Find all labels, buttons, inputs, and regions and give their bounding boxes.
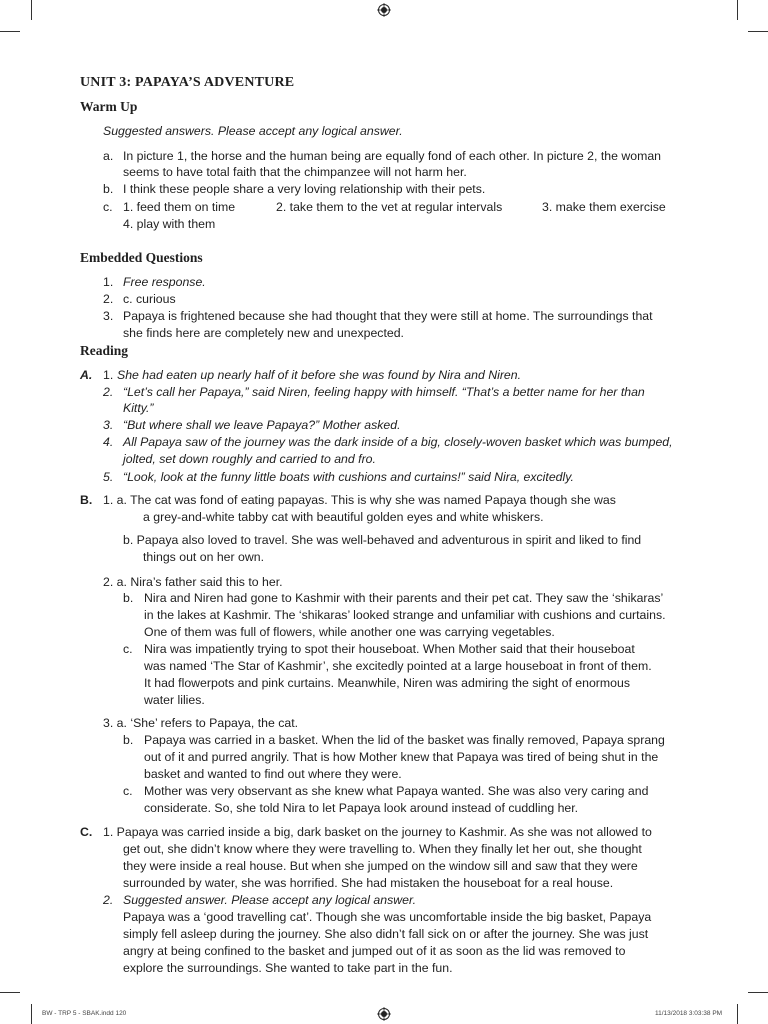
item-number: 3. [103, 418, 114, 432]
crop-mark [748, 31, 768, 32]
item-label: c. [123, 784, 133, 798]
item-number: 1. [103, 275, 114, 289]
footer-file-slug: BW - TRP 5 - SBAK.indd 120 [42, 1010, 127, 1017]
registration-mark-icon [377, 3, 391, 17]
item-label: c. [103, 200, 113, 214]
warmup-c-item: 4. play with them [123, 217, 216, 231]
section-label: A. [80, 368, 93, 382]
item-label: b. [123, 591, 134, 605]
crop-mark [31, 1004, 32, 1024]
reading-b-answer: considerate. So, she told Nira to let Papaya look around instead of cuddling her. [144, 801, 579, 815]
reading-c-answer: 1. Papaya was carried inside a big, dark basket on the journey to Kashmir. As she was not allowed to [103, 825, 652, 839]
item-label: b. [103, 182, 114, 196]
reading-b-answer: a grey-and-white tabby cat with beautiful golden eyes and white whiskers. [143, 510, 544, 524]
reading-a-answer: “Let’s call her Papaya,” said Niren, feeling happy with himself. “That’s a better name for her than [123, 385, 645, 399]
reading-a-answer: All Papaya saw of the journey was the dark inside of a big, closely-woven basket which was bumped, [123, 435, 673, 449]
reading-c-answer: Papaya was a ‘good travelling cat’. Though she was uncomfortable inside the big basket, Papaya [123, 910, 652, 924]
crop-mark [0, 31, 20, 32]
embedded-answer: c. curious [123, 292, 176, 306]
item-label: c. [123, 642, 133, 656]
page-title: UNIT 3: PAPAYA’S ADVENTURE [80, 75, 295, 90]
item-number: 5. [103, 470, 114, 484]
reading-c-answer: get out, she didn’t know where they were travelling to. When they finally let her out, she thought [123, 842, 642, 856]
reading-b-answer: Mother was very observant as she knew what Papaya wanted. She was also very caring and [144, 784, 649, 798]
reading-b-answer: Papaya was carried in a basket. When the lid of the basket was finally removed, Papaya sprang [144, 733, 665, 747]
reading-c-answer: explore the surroundings. She wanted to take part in the fun. [123, 961, 453, 975]
item-number: 4. [103, 435, 114, 449]
reading-c-intro: Suggested answer. Please accept any logical answer. [123, 893, 417, 907]
embedded-heading: Embedded Questions [80, 250, 203, 265]
warmup-intro: Suggested answers. Please accept any logical answer. [103, 124, 403, 138]
footer-timestamp: 11/13/2018 3:03:38 PM [655, 1010, 723, 1017]
registration-mark-icon [377, 1007, 391, 1021]
reading-b-answer: out of it and purred angrily. That is how Mother knew that Papaya was tired of being shut in the [144, 750, 659, 764]
reading-a-answer: She had eaten up nearly half of it before she was found by Nira and Niren. [117, 368, 522, 382]
warmup-c-item: 3. make them exercise [542, 200, 666, 214]
crop-mark [737, 1004, 738, 1024]
reading-b-answer: 3. a. ‘She’ refers to Papaya, the cat. [103, 716, 299, 730]
reading-b-answer: in the lakes at Kashmir. The ‘shikaras’ looked strange and unfamiliar with cushions and curtains. [144, 608, 666, 622]
embedded-answer: Papaya is frightened because she had thought that they were still at home. The surroundings that [123, 309, 653, 323]
warmup-heading: Warm Up [80, 99, 138, 114]
crop-mark [748, 992, 768, 993]
embedded-answer: she finds here are completely new and unexpected. [123, 326, 404, 340]
item-number: 3. [103, 309, 114, 323]
reading-b-answer: things out on her own. [143, 550, 264, 564]
reading-b-answer: Nira and Niren had gone to Kashmir with their parents and their pet cat. They saw the ‘shikaras’ [144, 591, 664, 605]
item-label: b. [123, 733, 134, 747]
crop-mark [737, 0, 738, 20]
reading-a-answer: Kitty.” [123, 401, 154, 415]
reading-c-answer: surrounded by water, she was horrified. She had mistaken the houseboat for a real house. [123, 876, 614, 890]
section-label: C. [80, 825, 93, 839]
reading-a-answer: “But where shall we leave Papaya?” Mother asked. [123, 418, 401, 432]
warmup-c-item: 1. feed them on time [123, 200, 236, 214]
warmup-a-line: In picture 1, the horse and the human being are equally fond of each other. In picture 2, the woman [123, 149, 662, 163]
item-number: 2. [103, 292, 114, 306]
section-label: B. [80, 493, 93, 507]
reading-b-answer: 1. a. The cat was fond of eating papayas. This is why she was named Papaya though she was [103, 493, 616, 507]
reading-a-answer: jolted, set down roughly and carried to and fro. [123, 452, 376, 466]
reading-b-answer: basket and wanted to find out where they were. [144, 767, 402, 781]
reading-c-answer: angry at being confined to the basket and jumped out of it as soon as the lid was removed to [123, 944, 626, 958]
reading-b-answer: water lilies. [144, 693, 205, 707]
reading-a-answer: “Look, look at the funny little boats with cushions and curtains!” said Nira, excitedly. [123, 470, 574, 484]
reading-b-answer: 2. a. Nira’s father said this to her. [103, 575, 283, 589]
item-number: 2. [103, 385, 114, 399]
reading-b-answer: was named ‘The Star of Kashmir’, she excitedly pointed at a large houseboat in front of them. [144, 659, 652, 673]
warmup-c-item: 2. take them to the vet at regular intervals [276, 200, 503, 214]
crop-mark [0, 992, 20, 993]
reading-b-answer: It had flowerpots and pink curtains. Meanwhile, Niren was admiring the sight of enormous [144, 676, 630, 690]
item-number: 1. [103, 368, 114, 382]
reading-b-answer: Nira was impatiently trying to spot their houseboat. When Mother said that their houseboat [144, 642, 635, 656]
reading-b-answer: One of them was full of flowers, while another one was carrying vegetables. [144, 625, 555, 639]
item-label: a. [103, 149, 114, 163]
warmup-b-line: I think these people share a very loving relationship with their pets. [123, 182, 486, 196]
crop-mark [31, 0, 32, 20]
reading-c-answer: simply fell asleep during the journey. She also didn’t fall sick on or after the journey. She was just [123, 927, 649, 941]
reading-c-answer: they were inside a real house. But when she jumped on the window sill and saw that they were [123, 859, 638, 873]
item-number: 2. [103, 893, 114, 907]
warmup-a-line: seems to have total faith that the chimpanzee will not harm her. [123, 165, 467, 179]
reading-heading: Reading [80, 343, 129, 358]
reading-b-answer: b. Papaya also loved to travel. She was well-behaved and adventurous in spirit and liked to find [123, 533, 642, 547]
embedded-answer: Free response. [123, 275, 206, 289]
